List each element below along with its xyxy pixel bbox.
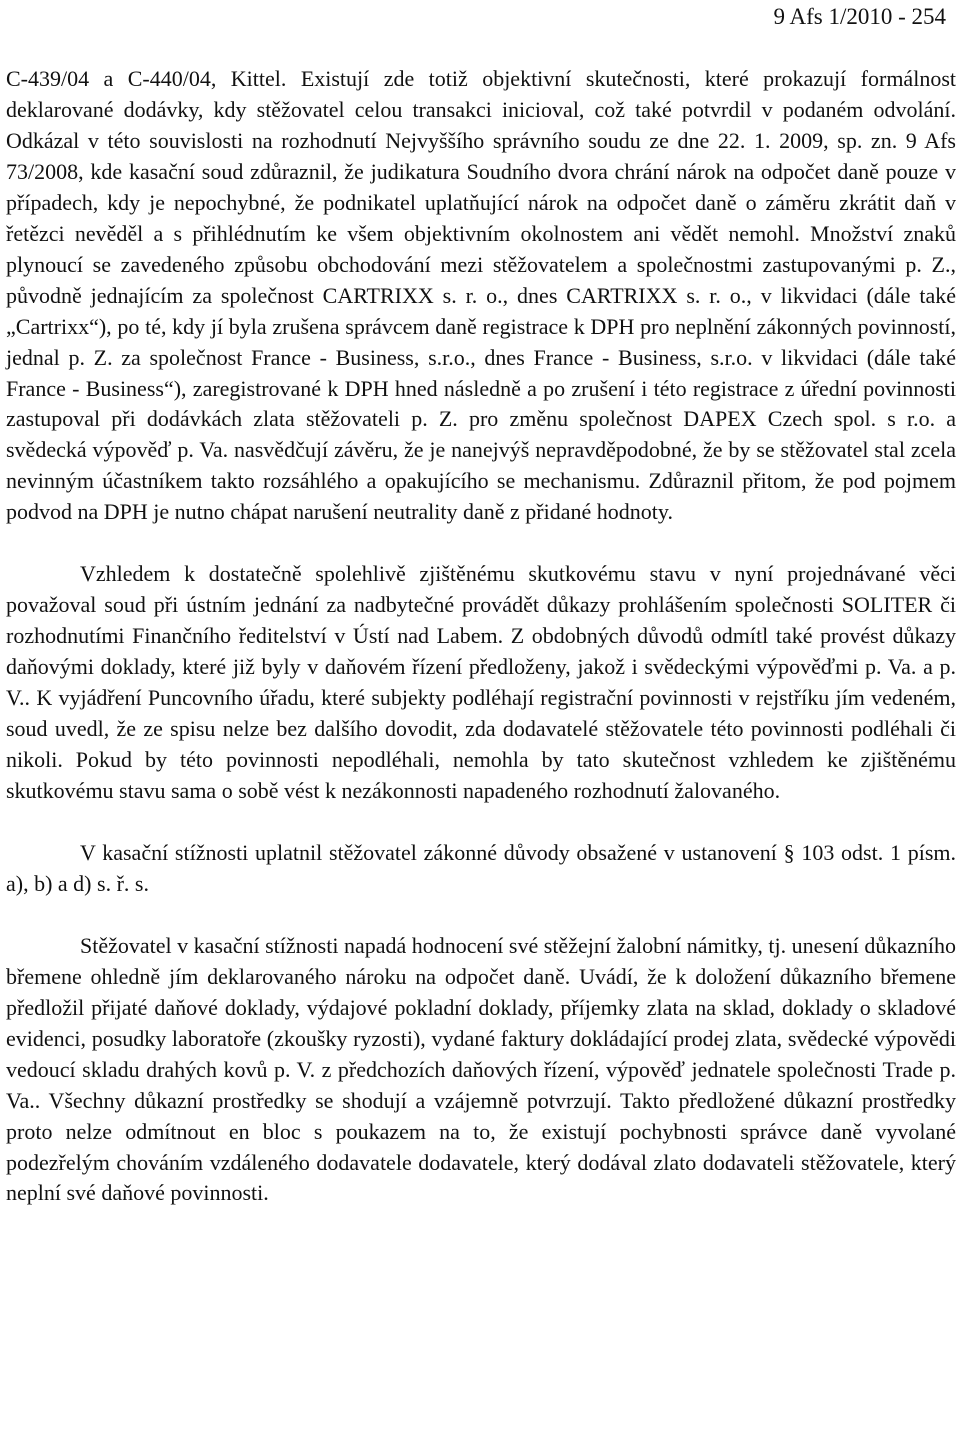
paragraph-4: Stěžovatel v kasační stížnosti napadá hodnocení své stěžejní žalobní námitky, tj. unesení důkazního břemene ohledně jím deklarovaného nároku na odpočet daně. Uvádí, že k doložení důkazního břemene předložil přijaté daňové doklady, výdajové pokladní doklady, příjemky zlata na sklad, doklady o skladové evidenci, posudky laboratoře (zkoušky ryzosti), vydané faktury dokládající prodej zlata, svědecké výpovědi vedoucí skladu drahých kovů p. V. z předchozích daňových řízení, výpověď jednatele společnosti Trade p. Va.. Všechny důkazní prostředky se shodují a vzájemně potvrzují. Takto předložené důkazní prostředky proto nelze odmítnout en bloc s poukazem na to, že existují pochybnosti správce daně vyvolané podezřelým chováním vzdáleného dodavatele dodavatele, který dodával zlato dodavateli stěžovatele, který neplní své daňové povinnosti. — [6, 932, 956, 1206]
case-number: 9 Afs 1/2010 - 254 — [773, 4, 946, 29]
document-body — [6, 64, 956, 1209]
paragraph-1: C-439/04 a C-440/04, Kittel. Existují zde totiž objektivní skutečnosti, které prokazují formálnost deklarované dodávky, kdy stěžovatel celou transakci inicioval, což také potvrdil v podaném odvolání. Odkázal v této souvislosti na rozhodnutí Nejvyššího správního soudu ze dne 22. 1. 2009, sp. zn. 9 Afs 73/2008, kde kasační soud zdůraznil, že judikatura Soudního dvora chrání nárok na odpočet daně pouze v případech, kdy je nepochybné, že podnikatel uplatňující nárok na odpočet daně o záměru zkrátit daň v řetězci nevěděl a s přihlédnutím ke všem objektivním okolnostem ani vědět nemohl. Množství znaků plynoucí se zavedeného způsobu obchodování mezi stěžovatelem a společnostmi zastupovanými p. Z., původně jednajícím za společnost CARTRIXX s. r. o., dnes CARTRIXX s. r. o., v likvidaci (dále také „Cartrixx“), po té, kdy jí byla zrušena správcem daně registrace k DPH pro neplnění zákonných povinností, jednal p. Z. za společnost France - Business, s.r.o., dnes France - Business, s.r.o. v likvidaci (dále také France - Business“), zaregistrované k DPH hned následně a po zrušení i této registrace z úřední povinnosti zastupoval při dodávkách zlata stěžovateli p. Z. pro změnu společnost DAPEX Czech spol. s r.o. a svědecká výpověď p. Va. nasvědčují závěru, že je nanejvýš nepravděpodobné, že by se stěžovatel stal zcela nevinným účastníkem takto rozsáhlého a opakujícího se mechanismu. Zdůraznil přitom, že pod pojmem podvod na DPH je nutno chápat narušení neutrality daně z přidané hodnoty. — [6, 66, 956, 525]
paragraph-3: V kasační stížnosti uplatnil stěžovatel zákonné důvody obsažené v ustanovení § 103 odst. 1 písm. a), b) a d) s. ř. s. — [6, 839, 956, 896]
paragraph-2: Vzhledem k dostatečně spolehlivě zjištěnému skutkovému stavu v nyní projednávané věci považoval soud při ústním jednání za nadbytečné provádět důkazy prohlášením společnosti SOLITER či rozhodnutími Finančního ředitelství v Ústí nad Labem. Z obdobných důvodů odmítl také provést důkazy daňovými doklady, které již byly v daňovém řízení předloženy, jakož i svědeckými výpověďmi p. Va. a p. V.. K vyjádření Puncovního úřadu, které subjekty podléhají registrační povinnosti v rejstříku jím vedeném, soud uvedl, že ze spisu nelze bez dalšího dovodit, zda dodavatelé stěžovatele této povinnosti podléhali či nikoli. Pokud by této povinnosti nepodléhali, nemohla by tato skutečnost vzhledem ke zjištěnému skutkovému stavu sama o sobě vést k nezákonnosti napadeného rozhodnutí žalovaného. — [6, 561, 956, 803]
